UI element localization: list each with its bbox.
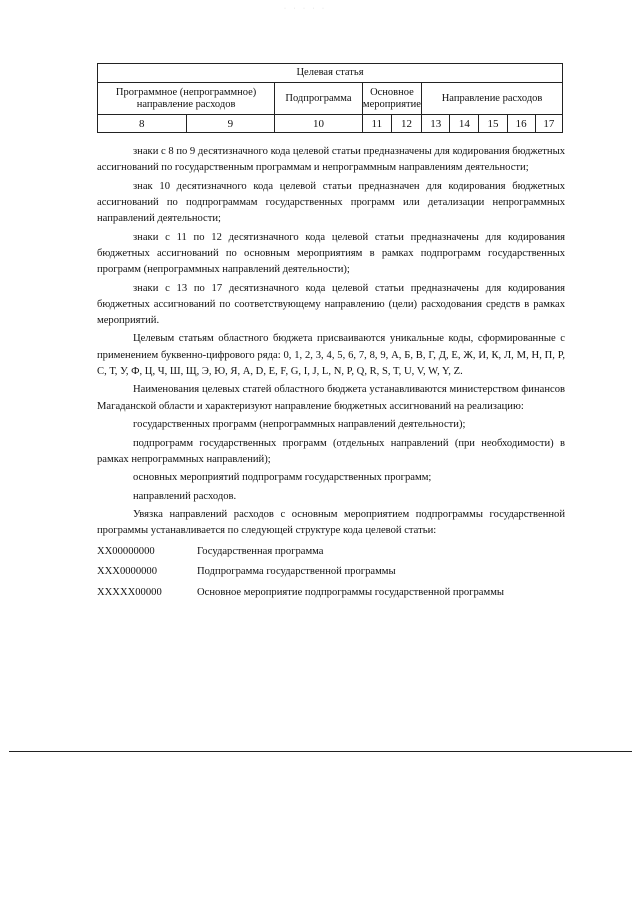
body-paragraph: основных мероприятий подпрограмм государственных программ;: [133, 472, 432, 484]
digit-cell: 9: [186, 115, 275, 133]
digit-cell: 11: [362, 115, 391, 133]
body-paragraph: знаки с 13 по 17 десятизначного кода целевой статьи предназначены для кодирования бюджетных ассигнований по соответствующему направлению (цели) расходования средств в рамках мероприятий.: [97, 282, 565, 326]
code-description: Подпрограмма государственной программы: [197, 566, 396, 578]
header-program-direction: Программное (непрограммное) направление расходов: [98, 83, 275, 115]
digit-cell: 13: [422, 115, 450, 133]
scan-artifact-dots: · · · · ·: [284, 6, 327, 12]
table-title: Целевая статья: [98, 64, 563, 83]
body-paragraph: знаки с 8 по 9 десятизначного кода целевой статьи предназначены для кодирования бюджетных ассигнований по государственным программам и непрограммным направлениям деятельности;: [97, 146, 565, 174]
body-paragraph: знак 10 десятизначного кода целевой статьи предназначен для кодирования бюджетных ассигнований по подпрограммам государственных программ или детализации непрограммных направлений деятельности;: [97, 180, 565, 225]
body-paragraph: Увязка направлений расходов с основным мероприятием подпрограммы государственной программы устанавливается по следующей структуре кода целевой статьи:: [97, 509, 565, 537]
digit-cell: 14: [450, 115, 479, 133]
body-paragraph: знаки с 11 по 12 десятизначного кода целевой статьи предназначены для кодирования бюджетных ассигнований по основным мероприятиям в рамках подпрограмм государственных программ (непрограммных направлений деятельности);: [97, 231, 565, 276]
code-description: Основное мероприятие подпрограммы государственной программы: [197, 586, 505, 598]
code-pattern: XXX0000000: [97, 566, 158, 578]
code-structure-row: [97, 542, 565, 563]
document-body: [97, 144, 565, 603]
digit-cell: 10: [275, 115, 363, 133]
header-subprogram: Подпрограмма: [275, 83, 363, 115]
footer-divider: [9, 751, 632, 752]
digit-cell: 8: [98, 115, 187, 133]
code-structure-list: [97, 542, 565, 604]
header-main-measure: Основное мероприятие: [362, 83, 421, 115]
code-structure-row: [97, 562, 565, 583]
digit-cell: 15: [479, 115, 507, 133]
code-structure-row: [97, 583, 565, 604]
body-paragraph: Наименования целевых статей областного бюджета устанавливаются министерством финансов Магаданской области и характеризуют направление бюджетных ассигнований на реализацию:: [97, 384, 565, 412]
digit-cell: 16: [507, 115, 535, 133]
body-paragraph: подпрограмм государственных программ (отдельных направлений (при необходимости) в рамках непрограммных направлений);: [97, 437, 565, 465]
body-paragraph: государственных программ (непрограммных направлений деятельности);: [133, 419, 466, 431]
code-pattern: XX00000000: [97, 545, 155, 557]
target-article-code-table: [97, 63, 563, 133]
header-expense-direction: Направление расходов: [422, 83, 563, 115]
digit-cell: 17: [535, 115, 562, 133]
body-paragraph: Целевым статьям областного бюджета присваиваются уникальные коды, сформированные с применением буквенно-цифрового ряда: 0, 1, 2, 3, 4, 5, 6, 7, 8, 9, А, Б, В, Г, Д, Е, Ж, И, К, Л, М, Н, П, Р, С, Т, У, Ф, Ц, Ч, Ш, Щ, Э, Ю, Я, A, D, E, F, G, I, J, L, N, P, Q, R, S, T, U, V, W, Y, Z.: [97, 333, 565, 377]
code-description: Государственная программа: [197, 545, 324, 557]
digit-cell: 12: [391, 115, 421, 133]
code-pattern: XXXXX00000: [97, 586, 162, 598]
body-paragraph: направлений расходов.: [133, 490, 237, 502]
paragraph-list: [97, 144, 565, 540]
